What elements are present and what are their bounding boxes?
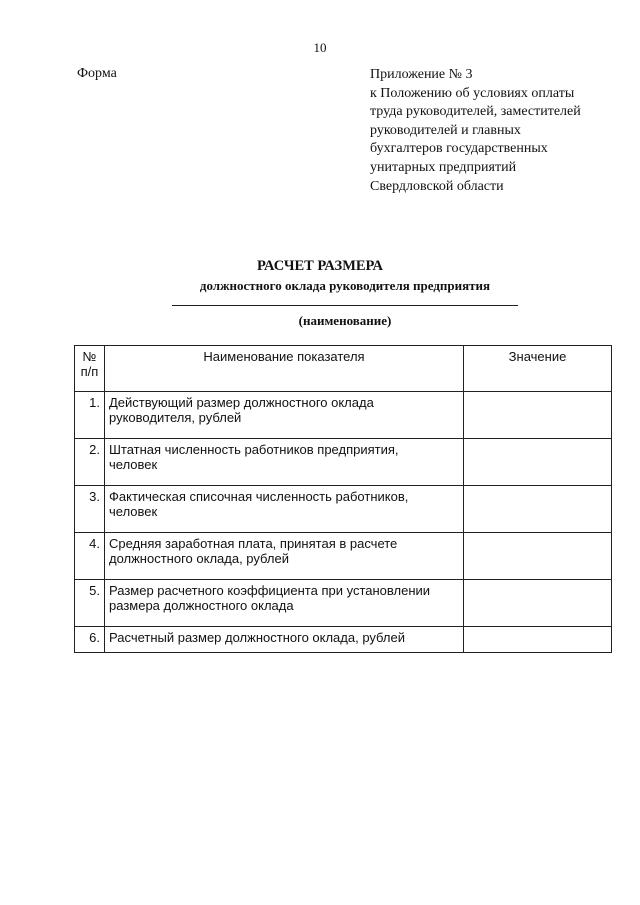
indicators-table [74, 345, 612, 653]
row-number: 1. [75, 392, 105, 439]
document-subtitle: должностного оклада руководителя предприятия [199, 278, 491, 293]
indicator-text: размера должностного оклада [109, 598, 294, 613]
indicator-cell [105, 486, 464, 533]
form-label: Форма [77, 66, 117, 81]
num-header-line2: п/п [80, 364, 99, 379]
indicator-cell [105, 627, 464, 653]
indicator-text: Штатная численность работников предприятия, [109, 442, 399, 457]
table-row [75, 486, 612, 533]
appendix-line: унитарных предприятий [370, 159, 517, 175]
table-row [75, 627, 612, 653]
indicator-text: должностного оклада, рублей [109, 551, 289, 566]
document-title: РАСЧЕТ РАЗМЕРА [256, 258, 384, 274]
value-cell[interactable] [464, 439, 612, 486]
num-column-header [75, 346, 105, 392]
indicator-text: Действующий размер должностного оклада [109, 395, 374, 410]
table-row [75, 392, 612, 439]
value-cell[interactable] [464, 392, 612, 439]
indicator-cell [105, 580, 464, 627]
appendix-line: труда руководителей, заместителей [370, 104, 581, 120]
row-number: 4. [75, 533, 105, 580]
row-number: 2. [75, 439, 105, 486]
indicator-text: Расчетный размер должностного оклада, рублей [109, 630, 405, 645]
indicator-text: Размер расчетного коэффициента при установлении [109, 583, 431, 598]
page-number: 10 [313, 40, 327, 55]
appendix-line: к Положению об условиях оплаты [370, 85, 575, 101]
row-number: 3. [75, 486, 105, 533]
indicator-cell [105, 392, 464, 439]
indicator-text: человек [109, 504, 158, 519]
value-cell[interactable] [464, 627, 612, 653]
num-header-line1: № [82, 349, 97, 364]
appendix-block [370, 66, 581, 196]
appendix-line: бухгалтеров государственных [370, 141, 548, 157]
appendix-line: руководителей и главных [370, 122, 521, 138]
name-fill-line [172, 305, 518, 306]
value-cell[interactable] [464, 533, 612, 580]
indicator-text: человек [109, 457, 158, 472]
indicator-cell [105, 439, 464, 486]
appendix-line: Приложение № 3 [370, 67, 473, 82]
name-caption: (наименование) [298, 313, 392, 328]
value-cell[interactable] [464, 580, 612, 627]
indicator-text: руководителя, рублей [109, 410, 242, 425]
table-row [75, 439, 612, 486]
table-row [75, 580, 612, 627]
value-cell[interactable] [464, 486, 612, 533]
indicator-cell [105, 533, 464, 580]
value-column-header: Значение [464, 346, 612, 392]
table-row [75, 533, 612, 580]
indicator-text: Средняя заработная плата, принятая в расчете [109, 536, 398, 551]
table-header-row [75, 346, 612, 392]
appendix-line: Свердловской области [370, 178, 504, 194]
indicator-column-header: Наименование показателя [105, 346, 464, 392]
indicator-text: Фактическая списочная численность работников, [109, 489, 409, 504]
row-number: 5. [75, 580, 105, 627]
row-number: 6. [75, 627, 105, 653]
